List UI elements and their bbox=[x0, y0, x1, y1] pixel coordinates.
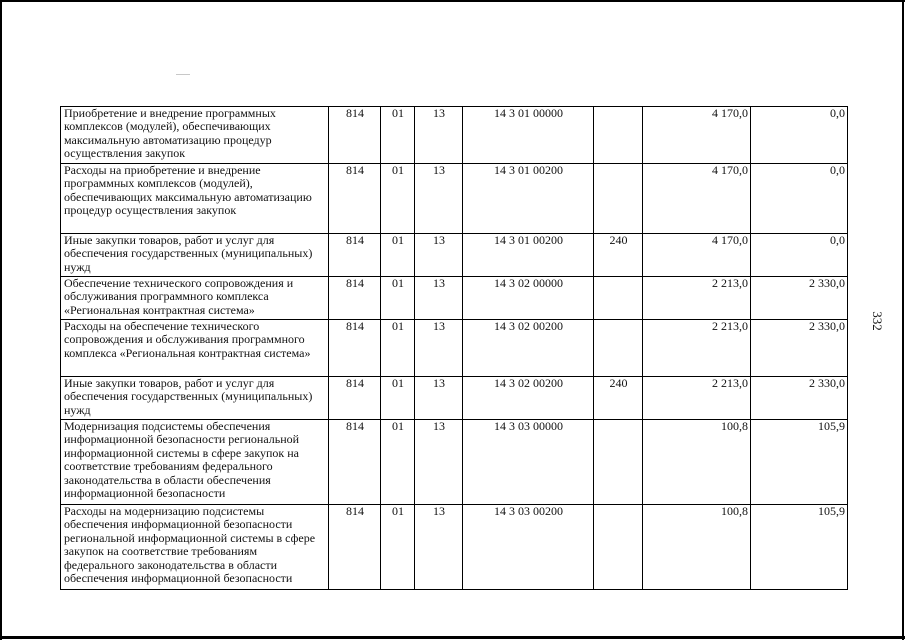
cell-section-code: 01 bbox=[381, 107, 415, 164]
cell-expense-type bbox=[594, 505, 643, 590]
cell-expense-type bbox=[594, 320, 643, 377]
cell-amount-year-1: 2 213,0 bbox=[643, 277, 751, 320]
cell-amount-year-2: 2 330,0 bbox=[751, 377, 848, 420]
cell-amount-year-1: 4 170,0 bbox=[643, 164, 751, 234]
page-number: 332 bbox=[870, 311, 885, 331]
cell-amount-year-2: 0,0 bbox=[751, 107, 848, 164]
cell-description: Иные закупки товаров, работ и услуг для обеспечения государственных (муниципальных) нужд bbox=[61, 234, 329, 277]
cell-subsection-code: 13 bbox=[415, 420, 463, 505]
cell-ministry-code: 814 bbox=[329, 107, 381, 164]
cell-description: Расходы на обеспечение технического сопровождения и обслуживания программного комплекса «Региональная контрактная система» bbox=[61, 320, 329, 377]
cell-expense-type bbox=[594, 107, 643, 164]
cell-subsection-code: 13 bbox=[415, 320, 463, 377]
cell-ministry-code: 814 bbox=[329, 234, 381, 277]
cell-expense-type bbox=[594, 277, 643, 320]
cell-target-article: 14 3 02 00200 bbox=[463, 377, 594, 420]
table-row bbox=[61, 234, 848, 277]
cell-ministry-code: 814 bbox=[329, 164, 381, 234]
cell-amount-year-1: 4 170,0 bbox=[643, 234, 751, 277]
table-row bbox=[61, 164, 848, 234]
cell-amount-year-2: 2 330,0 bbox=[751, 320, 848, 377]
cell-description: Приобретение и внедрение программных комплексов (модулей), обеспечивающих максимальную автоматизацию процедур осуществления закупок bbox=[61, 107, 329, 164]
cell-expense-type: 240 bbox=[594, 377, 643, 420]
table-row bbox=[61, 107, 848, 164]
cell-expense-type bbox=[594, 164, 643, 234]
cell-amount-year-2: 2 330,0 bbox=[751, 277, 848, 320]
cell-ministry-code: 814 bbox=[329, 505, 381, 590]
cell-amount-year-2: 0,0 bbox=[751, 234, 848, 277]
cell-amount-year-2: 105,9 bbox=[751, 420, 848, 505]
table-row bbox=[61, 420, 848, 505]
cell-target-article: 14 3 01 00000 bbox=[463, 107, 594, 164]
cell-target-article: 14 3 03 00000 bbox=[463, 420, 594, 505]
cell-subsection-code: 13 bbox=[415, 164, 463, 234]
cell-target-article: 14 3 02 00200 bbox=[463, 320, 594, 377]
table-body bbox=[61, 107, 848, 590]
cell-section-code: 01 bbox=[381, 234, 415, 277]
table-row bbox=[61, 320, 848, 377]
cell-expense-type bbox=[594, 420, 643, 505]
cell-section-code: 01 bbox=[381, 505, 415, 590]
scan-border-top bbox=[0, 0, 905, 2]
cell-target-article: 14 3 01 00200 bbox=[463, 164, 594, 234]
budget-table bbox=[60, 106, 848, 590]
scan-artifact bbox=[176, 74, 190, 75]
cell-amount-year-1: 100,8 bbox=[643, 420, 751, 505]
cell-target-article: 14 3 01 00200 bbox=[463, 234, 594, 277]
cell-amount-year-2: 0,0 bbox=[751, 164, 848, 234]
cell-ministry-code: 814 bbox=[329, 277, 381, 320]
cell-section-code: 01 bbox=[381, 164, 415, 234]
cell-description: Модернизация подсистемы обеспечения информационной безопасности региональной информационной системы в сфере закупок на соответствие требованиям федерального законодательства в области обеспечения информационной безопасности bbox=[61, 420, 329, 505]
cell-description: Расходы на приобретение и внедрение программных комплексов (модулей), обеспечивающих максимальную автоматизацию процедур осуществления закупок bbox=[61, 164, 329, 234]
cell-ministry-code: 814 bbox=[329, 320, 381, 377]
cell-amount-year-1: 2 213,0 bbox=[643, 320, 751, 377]
cell-target-article: 14 3 03 00200 bbox=[463, 505, 594, 590]
cell-target-article: 14 3 02 00000 bbox=[463, 277, 594, 320]
cell-description: Иные закупки товаров, работ и услуг для обеспечения государственных (муниципальных) нужд bbox=[61, 377, 329, 420]
cell-description: Расходы на модернизацию подсистемы обеспечения информационной безопасности региональной информационной системы в сфере закупок на соответствие требованиям федерального законодательства в области обеспечения информационной безопасности bbox=[61, 505, 329, 590]
table-row bbox=[61, 505, 848, 590]
scan-border-left bbox=[0, 0, 2, 640]
cell-amount-year-2: 105,9 bbox=[751, 505, 848, 590]
cell-section-code: 01 bbox=[381, 377, 415, 420]
cell-subsection-code: 13 bbox=[415, 107, 463, 164]
cell-description: Обеспечение технического сопровождения и обслуживания программного комплекса «Региональная контрактная система» bbox=[61, 277, 329, 320]
cell-amount-year-1: 2 213,0 bbox=[643, 377, 751, 420]
cell-subsection-code: 13 bbox=[415, 505, 463, 590]
cell-amount-year-1: 4 170,0 bbox=[643, 107, 751, 164]
cell-ministry-code: 814 bbox=[329, 377, 381, 420]
table-row bbox=[61, 277, 848, 320]
table-row bbox=[61, 377, 848, 420]
scan-border-right bbox=[902, 0, 904, 640]
cell-ministry-code: 814 bbox=[329, 420, 381, 505]
cell-subsection-code: 13 bbox=[415, 234, 463, 277]
cell-amount-year-1: 100,8 bbox=[643, 505, 751, 590]
cell-section-code: 01 bbox=[381, 277, 415, 320]
cell-section-code: 01 bbox=[381, 320, 415, 377]
scan-border-bottom bbox=[0, 636, 905, 639]
cell-subsection-code: 13 bbox=[415, 277, 463, 320]
cell-section-code: 01 bbox=[381, 420, 415, 505]
cell-expense-type: 240 bbox=[594, 234, 643, 277]
cell-subsection-code: 13 bbox=[415, 377, 463, 420]
